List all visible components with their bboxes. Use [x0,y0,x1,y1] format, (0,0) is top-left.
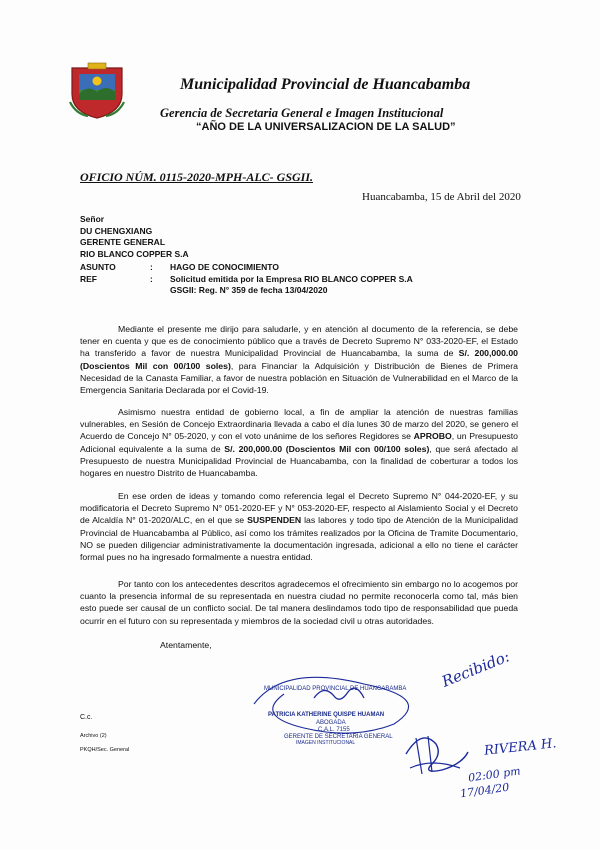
cc-label: C.c. [80,714,93,721]
reference-block [80,262,520,302]
p3-text-c: las labores y todo tipo de Atención de la Municipalidad Provincial de Huancabamba al Público, así como los trámites realizados por la Oficina de Tramite Documentario, NO se pueden diligenciar administrativamente la documentación ingresada, adicional a ello no tiene el carácter formal pues no ha ingresado formalmente a nuestra entidad. [80,515,518,563]
handwritten-name: RIVERA H. [483,736,558,759]
seal-line-3: ABOGADA [316,720,346,726]
seal-line-5: GERENTE DE SECRETARIA GENERAL [284,734,393,740]
ref-value-registry: GSGII: Reg. N° 359 de fecha 13/04/2020 [170,285,328,295]
paragraph-4 [80,578,518,627]
p4-text: Por tanto con los antecedentes descritos agradecemos el ofrecimiento sin embargo no lo acogemos por cuanto la presencia informal de su representada en nuestra ciudad no permite reconocerla como tal, más bien esto puede ser causal de un conflicto social. De tal manera deslindamos todo tipo de responsabilidad que pueda ocurrir en el futuro con su representada y miembros de la sociedad civil u otras autoridades. [80,579,518,626]
recipient-block [80,214,189,260]
asunto-value: HAGO DE CONOCIMIENTO [170,262,279,272]
seal-line-2: PATRICIA KATHERINE QUISPE HUAMAN [268,712,385,718]
oficio-number: OFICIO NÚM. 0115-2020-MPH-ALC- GSGII. [80,170,314,184]
archivo-label: Archivo (2) [80,733,107,739]
municipality-name: Municipalidad Provincial de Huancabamba [180,76,471,93]
p2-text-c: , un Presupuesto Adicional equivalente a la suma de [80,431,519,454]
recipient-position: GERENTE GENERAL [80,237,166,247]
asunto-colon: : [150,262,153,272]
recipient-salutation: Señor [80,214,105,224]
ref-colon: : [150,273,153,284]
p2-text-a: Asimismo nuestra entidad de gobierno local, a fin de ampliar la atención de nuestras familias vulnerables, en Sesión de Concejo Extraordinaria llevada a cabo el día lunes 30 de marzo del 2020, se genero el Acuerdo de Concejo N° 05-2020, y con el voto unánime de los señores Regidores se [80,407,518,442]
p3-text-a: En ese orden de ideas y tomando como referencia legal el Decreto Supremo N° 044-2020-EF, y su modificatoria el Decreto Supremo N° 051-2020-EF y N° 053-2020-EF, respecto al Aislamiento Social y el Decreto de Alcaldía N° 01-2020/ALC, en el que se [80,491,518,526]
seal-line-6: IMAGEN INSTITUCIONAL [296,740,356,746]
p1-amount: S/. 200,000.00 (Doscientos Mil con 00/100 soles) [80,348,518,371]
paragraph-3 [80,490,518,563]
recipient-company: RIO BLANCO COPPER S.A [80,248,189,259]
gerencia-name: Gerencia de Secretaria General e Imagen Institucional [160,106,444,120]
asunto-label: ASUNTO [80,262,116,272]
handwritten-time: 02:00 pm [467,764,522,785]
ref-label: REF [80,273,97,284]
municipal-coat-of-arms-logo [68,62,126,120]
p2-amount: S/. 200,000.00 (Doscientos Mil con 00/100 soles) [224,443,430,454]
p1-text-c: , para Financiar la Adquisición y Distribución de Bienes de Primera Necesidad de la Canasta Familiar, a favor de nuestra población en Situación de Vulnerabilidad en el Marco de la Emergencia Sanitaria Declarada por el Covid-19. [80,360,518,396]
p2-aprobo: APROBO [413,431,452,442]
p2-text-e: , que será afectado al Presupuesto de nuestra Municipalidad Provincial de Huancabamba, con la finalidad de coberturar a todos los hogares en nuestro Distrito de Huancabamba. [80,443,518,479]
year-motto: “AÑO DE LA UNIVERSALIZACION DE LA SALUD” [196,121,456,133]
p3-suspenden: SUSPENDEN [247,515,302,526]
seal-line-4: C.A.L. 7155 [318,727,350,733]
handwritten-recibido: Recibido: [439,647,513,691]
handwritten-date: 17/04/20 [459,780,511,801]
paragraph-1 [80,323,518,396]
handwritten-signature-icon [402,724,472,780]
date-line: Huancabamba, 15 de Abril del 2020 [362,191,521,203]
ref-value: Solicitud emitida por la Empresa RIO BLANCO COPPER S.A [170,273,413,284]
pkqh-label: PKQH/Sec. General [80,747,130,753]
recipient-name: DU CHENGXIANG [80,225,153,236]
closing-atentamente: Atentamente, [160,640,212,650]
seal-line-1: MUNICIPALIDAD PROVINCIAL DE HUANCABAMBA [264,686,407,692]
p1-text-a: Mediante el presente me dirijo para saludarle, y en atención al documento de la referencia, se debe tener en cuenta y que es de conocimiento público que a través de Decreto Supremo N° 033-2020-EF, el Estado ha transferido a favor de nuestra Municipalidad Provincial de Huancabamba, la suma de [80,324,518,359]
paragraph-2 [80,406,518,479]
